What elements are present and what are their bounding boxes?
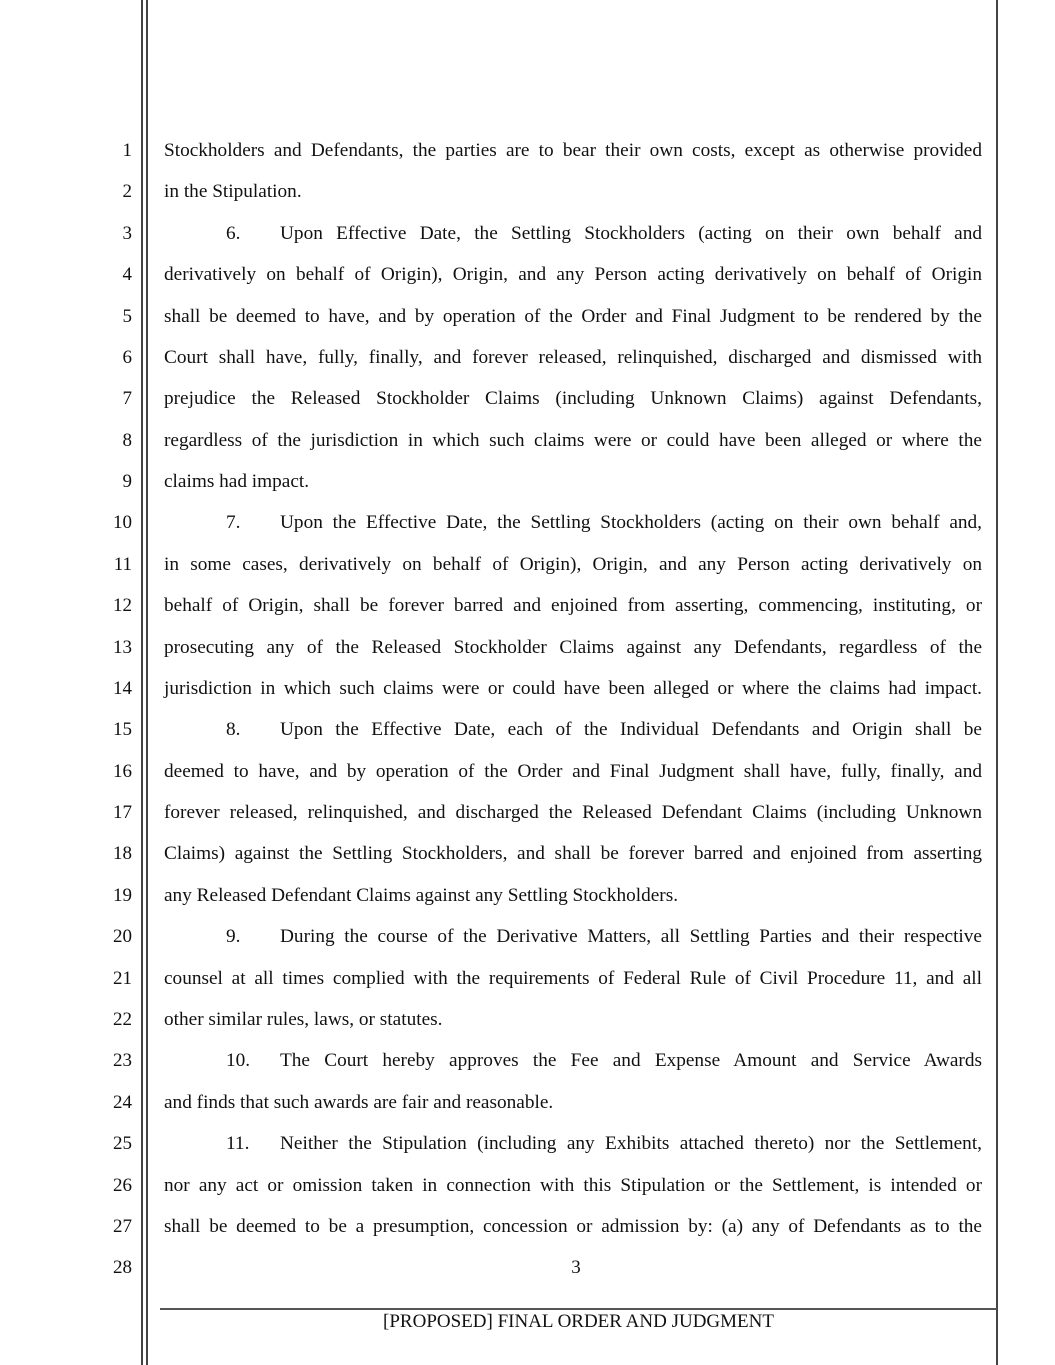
line-number: 11	[113, 553, 132, 575]
line-number: 14	[113, 677, 132, 699]
line-number: 3	[122, 222, 132, 244]
line-text: Claims) against the Settling Stockholders, and shall be forever barred and enjoined from asserting	[164, 843, 982, 865]
text-line	[164, 678, 982, 700]
text-line	[164, 306, 982, 328]
line-text: in some cases, derivatively on behalf of Origin), Origin, and any Person acting derivatively on	[164, 553, 982, 575]
line-text: shall be deemed to have, and by operation of the Order and Final Judgment to be rendered by the	[164, 305, 982, 327]
text-line	[164, 430, 982, 452]
paragraph-number: 11.	[226, 1133, 250, 1155]
line-number: 4	[122, 264, 132, 286]
text-line	[164, 595, 982, 617]
line-text: claims had impact.	[164, 471, 310, 493]
line-number: 22	[113, 1008, 132, 1030]
text-line	[164, 512, 982, 534]
text-line	[164, 471, 982, 493]
text-line	[164, 388, 982, 410]
line-number: 16	[113, 760, 132, 782]
line-text: During the course of the Derivative Matters, all Settling Parties and their respective	[280, 926, 982, 948]
line-text: regardless of the jurisdiction in which such claims were or could have been alleged or where the	[164, 429, 982, 451]
line-number: 19	[113, 884, 132, 906]
line-number: 5	[122, 305, 132, 327]
line-number: 9	[122, 471, 132, 493]
line-text: shall be deemed to be a presumption, concession or admission by: (a) any of Defendants as to the	[164, 1215, 982, 1237]
line-number: 7	[122, 388, 132, 410]
text-line	[164, 926, 982, 948]
line-text: forever released, relinquished, and discharged the Released Defendant Claims (including Unknown	[164, 802, 982, 824]
line-number: 26	[113, 1174, 132, 1196]
line-number: 10	[113, 512, 132, 534]
text-line	[164, 140, 982, 162]
text-line	[164, 802, 982, 824]
text-line	[164, 264, 982, 286]
line-number: 6	[122, 346, 132, 368]
paragraph-number: 9.	[226, 926, 241, 948]
line-number: 25	[113, 1133, 132, 1155]
line-number: 13	[113, 636, 132, 658]
paragraph-number: 7.	[226, 512, 241, 534]
line-text: Upon the Effective Date, the Settling Stockholders (acting on their own behalf and,	[280, 512, 982, 534]
text-line	[164, 637, 982, 659]
line-number: 8	[122, 429, 132, 451]
text-line	[164, 1009, 982, 1031]
line-number: 1	[122, 140, 132, 161]
text-line	[164, 1216, 982, 1238]
paragraph-number: 8.	[226, 719, 241, 741]
line-text: prejudice the Released Stockholder Claims (including Unknown Claims) against Defendants,	[164, 388, 982, 410]
left-margin-rule-outer	[141, 0, 143, 1365]
line-text: Court shall have, fully, finally, and forever released, relinquished, discharged and dismissed with	[164, 346, 982, 368]
line-number: 2	[122, 181, 132, 203]
line-text: any Released Defendant Claims against any Settling Stockholders.	[164, 884, 679, 906]
line-number: 12	[113, 595, 132, 617]
text-line	[164, 1050, 982, 1072]
left-margin-rule-inner	[146, 0, 148, 1365]
footer-title: [PROPOSED] FINAL ORDER AND JUDGMENT	[383, 1311, 774, 1332]
paragraph-number: 6.	[226, 222, 241, 244]
line-text: and finds that such awards are fair and reasonable.	[164, 1091, 554, 1113]
text-line	[164, 1175, 982, 1197]
text-line	[164, 719, 982, 741]
text-line	[164, 1092, 982, 1114]
text-line	[164, 968, 982, 990]
text-line	[164, 181, 982, 203]
text-line	[164, 1133, 982, 1155]
right-margin-rule	[996, 0, 998, 1365]
line-number: 18	[113, 843, 132, 865]
text-line	[164, 554, 982, 576]
line-text: jurisdiction in which such claims were or could have been alleged or where the claims had impact.	[164, 677, 982, 699]
line-text: derivatively on behalf of Origin), Origin, and any Person acting derivatively on behalf of Origin	[164, 264, 982, 286]
footer-rule	[160, 1308, 997, 1310]
paragraph-number: 10.	[226, 1050, 251, 1072]
line-number: 27	[113, 1215, 132, 1237]
text-line	[164, 347, 982, 369]
text-line	[164, 223, 982, 245]
line-text: The Court hereby approves the Fee and Expense Amount and Service Awards	[280, 1050, 982, 1072]
line-text: other similar rules, laws, or statutes.	[164, 1008, 443, 1030]
line-text: Upon the Effective Date, each of the Individual Defendants and Origin shall be	[280, 719, 982, 741]
line-text: behalf of Origin, shall be forever barred and enjoined from asserting, commencing, instituting, or	[164, 595, 982, 617]
line-text: prosecuting any of the Released Stockholder Claims against any Defendants, regardless of the	[164, 636, 982, 658]
line-number: 28	[113, 1257, 132, 1279]
line-number: 15	[113, 719, 132, 741]
line-text: Upon Effective Date, the Settling Stockholders (acting on their own behalf and	[280, 222, 982, 244]
line-text: Stockholders and Defendants, the parties are to bear their own costs, except as otherwise provided	[164, 140, 982, 161]
line-number: 23	[113, 1050, 132, 1072]
line-number: 17	[113, 802, 132, 824]
text-line	[164, 885, 982, 907]
line-text: Neither the Stipulation (including any Exhibits attached thereto) nor the Settlement,	[280, 1133, 982, 1155]
line-number: 20	[113, 926, 132, 948]
text-line	[164, 843, 982, 865]
line-number: 21	[113, 967, 132, 989]
line-text: in the Stipulation.	[164, 181, 302, 203]
line-text: nor any act or omission taken in connection with this Stipulation or the Settlement, is intended or	[164, 1174, 982, 1196]
line-text: deemed to have, and by operation of the Order and Final Judgment shall have, fully, finally, and	[164, 760, 982, 782]
line-number: 24	[113, 1091, 132, 1113]
page-number: 3	[571, 1257, 581, 1278]
text-line	[164, 761, 982, 783]
line-text: counsel at all times complied with the requirements of Federal Rule of Civil Procedure 11, and all	[164, 967, 982, 989]
